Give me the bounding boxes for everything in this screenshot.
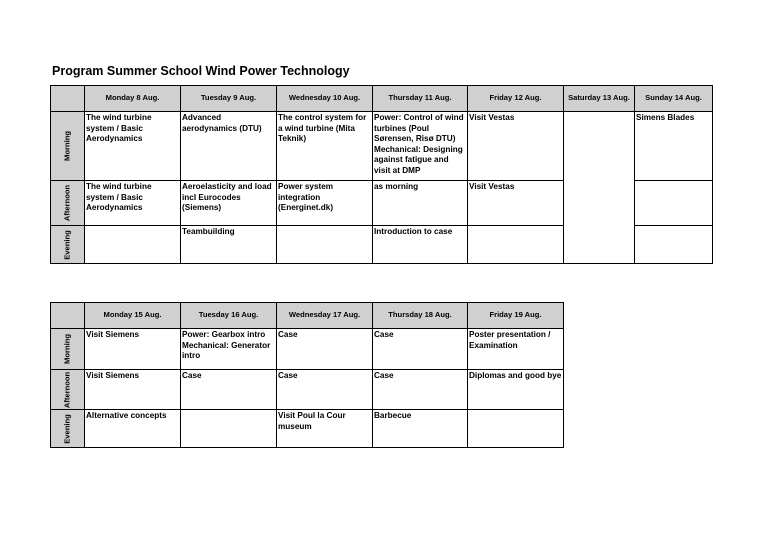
schedule-cell: Power: Gearbox intro Mechanical: Generator intro [181, 329, 277, 370]
schedule-cell: Introduction to case [373, 226, 468, 264]
day-header: Wednesday 17 Aug. [277, 303, 373, 329]
day-header: Sunday 14 Aug. [635, 86, 713, 112]
week2-schedule-table [50, 302, 564, 448]
day-header: Monday 8 Aug. [85, 86, 181, 112]
row-header-afternoon: Afternoon [51, 370, 85, 410]
schedule-cell: Visit Poul la Cour museum [277, 410, 373, 448]
schedule-cell [635, 181, 713, 226]
schedule-cell [181, 410, 277, 448]
schedule-cell: Case [277, 370, 373, 410]
schedule-cell: The control system for a wind turbine (Mita Teknik) [277, 112, 373, 181]
day-header: Friday 19 Aug. [468, 303, 564, 329]
schedule-cell [468, 226, 564, 264]
day-header: Monday 15 Aug. [85, 303, 181, 329]
row-header-evening: Evening [51, 226, 85, 264]
schedule-cell: Visit Vestas [468, 112, 564, 181]
corner-cell [51, 86, 85, 112]
schedule-cell: Visit Vestas [468, 181, 564, 226]
schedule-cell: Visit Siemens [85, 329, 181, 370]
day-header: Friday 12 Aug. [468, 86, 564, 112]
schedule-cell [468, 410, 564, 448]
schedule-cell: The wind turbine system / Basic Aerodynamics [85, 181, 181, 226]
schedule-cell: Poster presentation / Examination [468, 329, 564, 370]
schedule-cell: Barbecue [373, 410, 468, 448]
schedule-cell: Simens Blades [635, 112, 713, 181]
schedule-cell [85, 226, 181, 264]
week2-header-row [51, 303, 564, 329]
schedule-cell: Case [277, 329, 373, 370]
day-header: Saturday 13 Aug. [564, 86, 635, 112]
schedule-cell: Aeroelasticity and load incl Eurocodes (Siemens) [181, 181, 277, 226]
week1-morning-row [51, 112, 713, 181]
week2-morning-row [51, 329, 564, 370]
schedule-cell: The wind turbine system / Basic Aerodynamics [85, 112, 181, 181]
day-header: Thursday 18 Aug. [373, 303, 468, 329]
schedule-cell: Alternative concepts [85, 410, 181, 448]
schedule-cell: Power: Control of wind turbines (Poul Sørensen, Risø DTU) Mechanical: Designing against fatigue and visit at DMP [373, 112, 468, 181]
schedule-cell: Case [373, 370, 468, 410]
row-header-morning: Morning [51, 112, 85, 181]
schedule-cell: as morning [373, 181, 468, 226]
day-header: Tuesday 9 Aug. [181, 86, 277, 112]
row-header-morning: Morning [51, 329, 85, 370]
row-header-afternoon: Afternoon [51, 181, 85, 226]
schedule-cell: Teambuilding [181, 226, 277, 264]
schedule-cell: Diplomas and good bye [468, 370, 564, 410]
schedule-cell: Visit Siemens [85, 370, 181, 410]
day-header: Wednesday 10 Aug. [277, 86, 373, 112]
saturday-cell [564, 112, 635, 264]
schedule-cell [277, 226, 373, 264]
corner-cell [51, 303, 85, 329]
day-header: Thursday 11 Aug. [373, 86, 468, 112]
week1-header-row [51, 86, 713, 112]
schedule-cell: Power system integration (Energinet.dk) [277, 181, 373, 226]
day-header: Tuesday 16 Aug. [181, 303, 277, 329]
schedule-cell [635, 226, 713, 264]
row-header-evening: Evening [51, 410, 85, 448]
page-title: Program Summer School Wind Power Technology [52, 64, 350, 78]
week1-schedule-table [50, 85, 713, 264]
schedule-cell: Case [181, 370, 277, 410]
week2-evening-row [51, 410, 564, 448]
schedule-cell: Advanced aerodynamics (DTU) [181, 112, 277, 181]
schedule-cell: Case [373, 329, 468, 370]
week2-afternoon-row [51, 370, 564, 410]
